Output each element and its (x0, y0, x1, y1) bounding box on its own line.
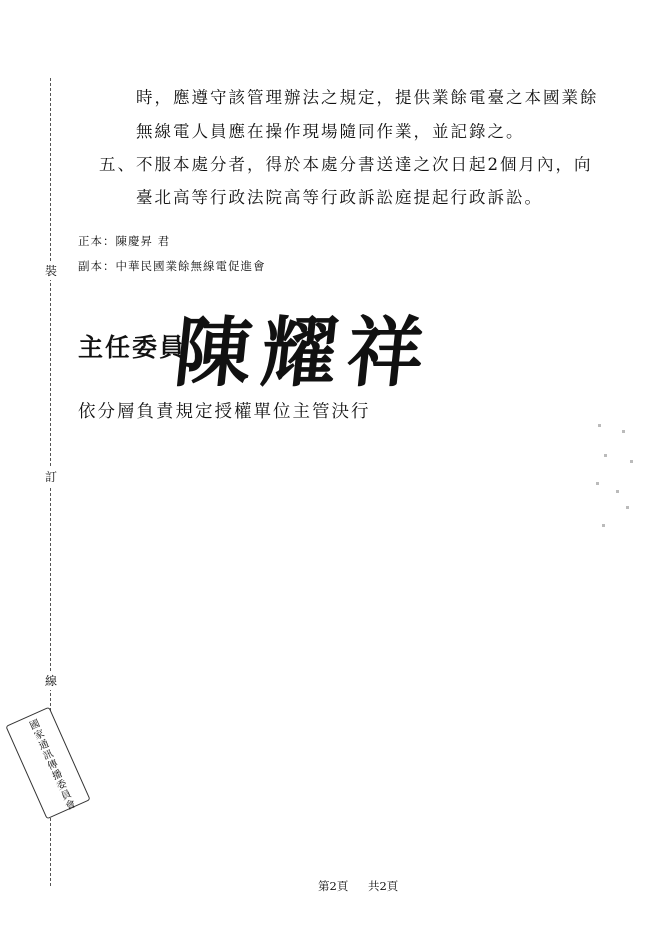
binding-mark-ding: 訂 (42, 468, 60, 486)
signature-title: 主任委員 (78, 333, 187, 362)
page-number: 第2頁 (318, 879, 349, 893)
item4-line-1: 時，應遵守該管理辦法之規定，提供業餘電臺之本國業餘 (136, 88, 599, 107)
scan-specks (592, 420, 640, 540)
signature-name: 陳耀祥 (170, 308, 439, 397)
binding-mark-zhuang: 裝 (42, 262, 60, 280)
seal-stamp (5, 707, 90, 820)
page-footer (318, 878, 414, 894)
item4-line-2: 無線電人員應在操作現場隨同作業，並記錄之。 (136, 122, 525, 141)
delegation-note: 依分層負責規定授權單位主管決行 (78, 402, 371, 422)
seal-stamp-text: 國家通訊傳播委員會 (25, 718, 76, 814)
item5-line-1: 五、不服本處分者，得於本處分書送達之次日起2個月內，向 (99, 155, 593, 174)
copy-recipient: 副本：中華民國業餘無線電促進會 (78, 259, 266, 273)
item5-line-2: 臺北高等行政法院高等行政訴訟庭提起行政訴訟。 (136, 188, 543, 207)
binding-mark-xian: 線 (42, 672, 60, 690)
original-recipient: 正本：陳慶昇 君 (78, 234, 171, 248)
page-total: 共2頁 (367, 879, 399, 893)
